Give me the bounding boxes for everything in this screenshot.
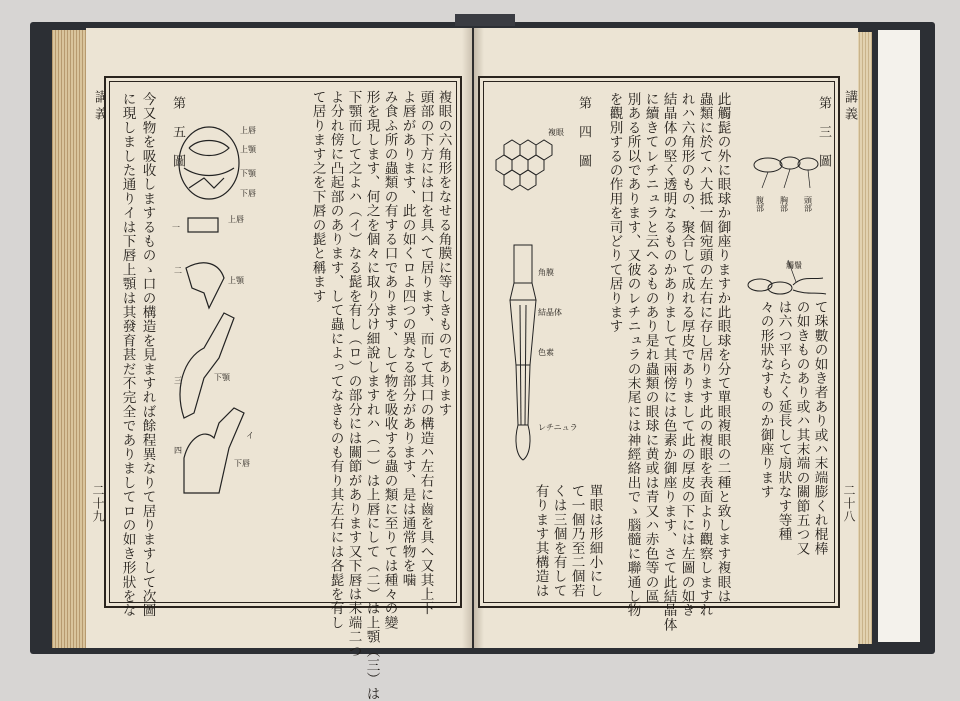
text-column: 々の形狀なすものか御座ります — [757, 300, 774, 499]
text-column: よ分れ傍に凸起部のあります、して蟲によってなきものも有り其左右には各髭を有し — [327, 90, 344, 630]
fig3-label: 腹部 — [755, 196, 765, 212]
text-column: 別ある所以であります、又彼のレチニュラの末尾には神經絡出でゝ腦髓に聯通し物 — [624, 92, 641, 618]
text-column: て珠數の如き者あり或ハ末端膨くれ棍棒 — [811, 300, 828, 556]
text-column: に現しました通りイは下唇上顎は其發育甚だ不完全でありましてロの如き形狀をな — [119, 92, 136, 618]
text-column: くは三個を有して — [550, 484, 567, 598]
fig3-label: 頭部 — [803, 196, 813, 212]
text-column: 蟲類に於てハ大抵一個宛頭の左右に存し居ります此の複眼を表面より觀察しますれ — [696, 92, 713, 618]
fig4-label: レチニュラ — [538, 423, 578, 432]
text-column: 有ります其構造は — [532, 484, 549, 598]
figure-3-caption: 第三圖 — [816, 96, 831, 183]
fig5-side-label: 二 — [174, 266, 182, 275]
left-page-edges — [52, 30, 90, 648]
text-column: 頭部の下方には口を具へて居ります、而して其口の構造ハ左右に齒を具へ又其上下 — [417, 90, 434, 616]
text-column: れハ六角形のもの、聚合して成れる厚皮でありまして此の厚皮の下には左圖の如き — [678, 92, 695, 618]
fig5-label: 上顎 — [240, 145, 256, 154]
fig5-side-label: 三 — [174, 376, 182, 385]
fig5-small-label: イ — [246, 431, 254, 440]
text-column: 結晶体の堅く透明なるものかありまして其兩傍には色素か御座ります、さて此結晶体 — [660, 92, 677, 632]
fig5-part-label: 上唇 — [228, 215, 244, 224]
fig5-side-label: 一 — [172, 223, 180, 232]
text-column: よ唇があります、此の如くロよ四つの異なる部分があります、是は通常物を噛 — [399, 90, 416, 587]
fig4-label: 結晶体 — [538, 308, 562, 317]
text-column: て居ります之を下唇の髭と稱ます — [309, 90, 326, 303]
text-column: 形を現します、何之を個々に取り分け細說しますれハ（一）は上唇にして（二）は上顎（三）は — [363, 90, 380, 701]
fig4-label: 角膜 — [538, 268, 554, 277]
text-column: は六つ平らたく延長して扇狀なす等種 — [775, 300, 792, 542]
fig4-top-label: 複眼 — [548, 128, 564, 137]
text-column: に續きてレチニュラと云へるものあり是れ蟲類の眼球に黄或は青又ハ赤色等の區 — [642, 92, 659, 604]
figure-4-caption: 第四圖 — [576, 96, 591, 183]
text-column: 下顎而して之よハ（イ）なる髭を有し（ロ）の部分には關節があります又下唇は末端二つ — [345, 90, 362, 658]
fig5-part-label: 下顎 — [214, 373, 230, 382]
fig4-label: 色素 — [538, 348, 554, 357]
figure-5-caption: 第五圖 — [170, 96, 185, 183]
running-head-right: 講義 — [842, 90, 857, 124]
page-number-left: 二十九 — [91, 484, 105, 523]
fig5-side-label: 四 — [174, 446, 182, 455]
running-head-left: 講義 — [92, 90, 107, 124]
book-spine — [455, 14, 515, 26]
text-column: 今又物を吸收しまするものゝ口の構造を見ますれば餘程異なりて居りますして次圖 — [139, 92, 156, 618]
figure-3-insect-drawing — [738, 150, 828, 300]
text-column: 此觸髭の外に眼球か御座りますか此眼球を分て單眼複眼の二種と致します複眼は — [714, 92, 731, 604]
fig5-label: 上唇 — [240, 126, 256, 135]
text-column: の如きものあり或ハ其末端の關節五つ又 — [793, 300, 810, 556]
figure-4-compound-eye-drawing — [490, 125, 578, 465]
text-column: を觀別するの作用を司どりて居ります — [606, 92, 623, 334]
figure-5-mouthparts-drawing — [164, 118, 274, 518]
rear-endpaper — [878, 30, 920, 642]
fig5-label: 下唇 — [240, 189, 256, 198]
text-column: み食ふ所の蟲類の有する口であります、して物を吸收する蟲の類に至りては種々の變 — [381, 90, 398, 630]
fig3-antenna-label: 觸鬚 — [786, 261, 802, 270]
fig3-label: 胸部 — [779, 196, 789, 212]
fig5-part-label: 上顎 — [228, 276, 244, 285]
fig5-part-label: 下唇 — [234, 459, 250, 468]
text-column: 單眼は形細小にし — [586, 484, 603, 598]
fig5-label: 下顎 — [240, 169, 256, 178]
text-column: て一個乃至二個若 — [568, 484, 585, 598]
text-column: 複眼の六角形をなせる角膜に等しきものであります — [435, 90, 452, 417]
page-number-right: 二十八 — [842, 484, 856, 523]
